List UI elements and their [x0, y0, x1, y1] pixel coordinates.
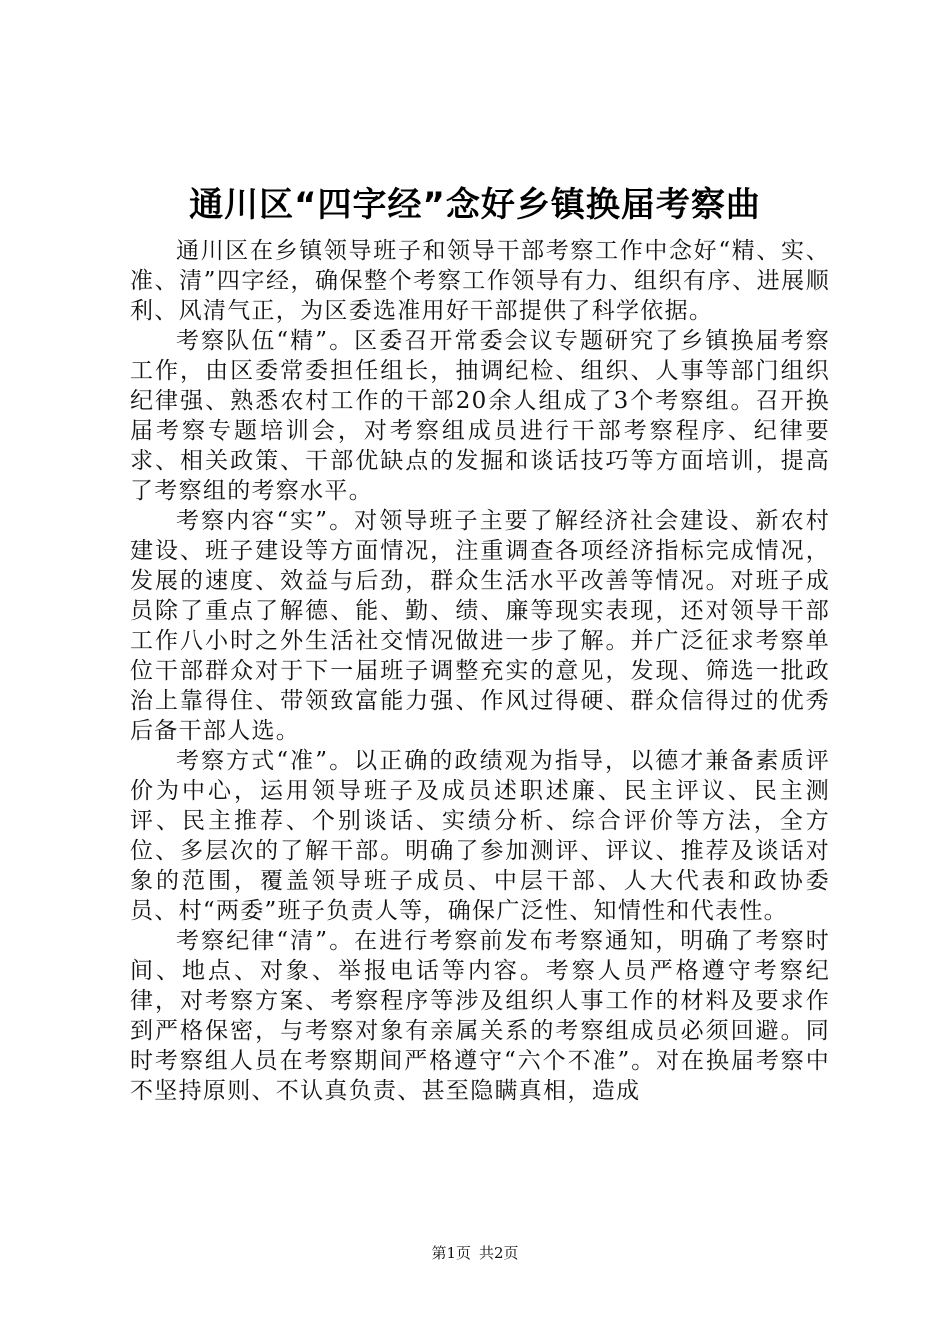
paragraph-content: 考察内容“实”。对领导班子主要了解经济社会建设、新农村建设、班子建设等方面情况，注重调查各项经济指标完成情况，发展的速度、效益与后劲，群众生活水平改善等情况。对班子成员除了重点了解德、能、勤、绩、廉等现实表现，还对领导干部工作八小时之外生活社交情况做进一步了解。并广泛征求考察单位干部群众对于下一届班子调整充实的意见，发现、筛选一批政治上靠得住、带领致富能力强、作风过得硬、群众信得过的优秀后备干部人选。: [130, 508, 830, 744]
paragraph-team: 考察队伍“精”。区委召开常委会议专题研究了乡镇换届考察工作，由区委常委担任组长，抽调纪检、组织、人事等部门组织纪律强、熟悉农村工作的干部20余人组成了3个考察组。召开换届考察专题培训会，对考察组成员进行干部考察程序、纪律要求、相关政策、干部优缺点的发掘和谈话技巧等方面培训，提高了考察组的考察水平。: [130, 328, 830, 504]
paragraph-discipline: 考察纪律“清”。在进行考察前发布考察通知，明确了考察时间、地点、对象、举报电话等内容。考察人员严格遵守考察纪律，对考察方案、考察程序等涉及组织人事工作的材料及要求作到严格保密，与考察对象有亲属关系的考察组成员必须回避。同时考察组人员在考察期间严格遵守“六个不准”。对在换届考察中不坚持原则、不认真负责、甚至隐瞒真相，造成: [130, 928, 830, 1104]
page-footer: [0, 1242, 950, 1264]
paragraph-intro: 通川区在乡镇领导班子和领导干部考察工作中念好“精、实、准、清”四字经，确保整个考察工作领导有力、组织有序、进展顺利、风清气正，为区委选准用好干部提供了科学依据。: [130, 238, 830, 324]
paragraph-method: 考察方式“准”。以正确的政绩观为指导，以德才兼备素质评价为中心，运用领导班子及成员述职述廉、民主评议、民主测评、民主推荐、个别谈话、实绩分析、综合评价等方法，全方位、多层次的了解干部。明确了参加测评、评议、推荐及谈话对象的范围，覆盖领导班子成员、中层干部、人大代表和政协委员、村“两委”班子负责人等，确保广泛性、知情性和代表性。: [130, 748, 830, 924]
document-body: [130, 236, 830, 1106]
document-title: 通川区“四字经”念好乡镇换届考察曲: [189, 185, 761, 225]
page-total: 共2页: [479, 1244, 519, 1262]
page-number: 第1页: [431, 1244, 471, 1262]
